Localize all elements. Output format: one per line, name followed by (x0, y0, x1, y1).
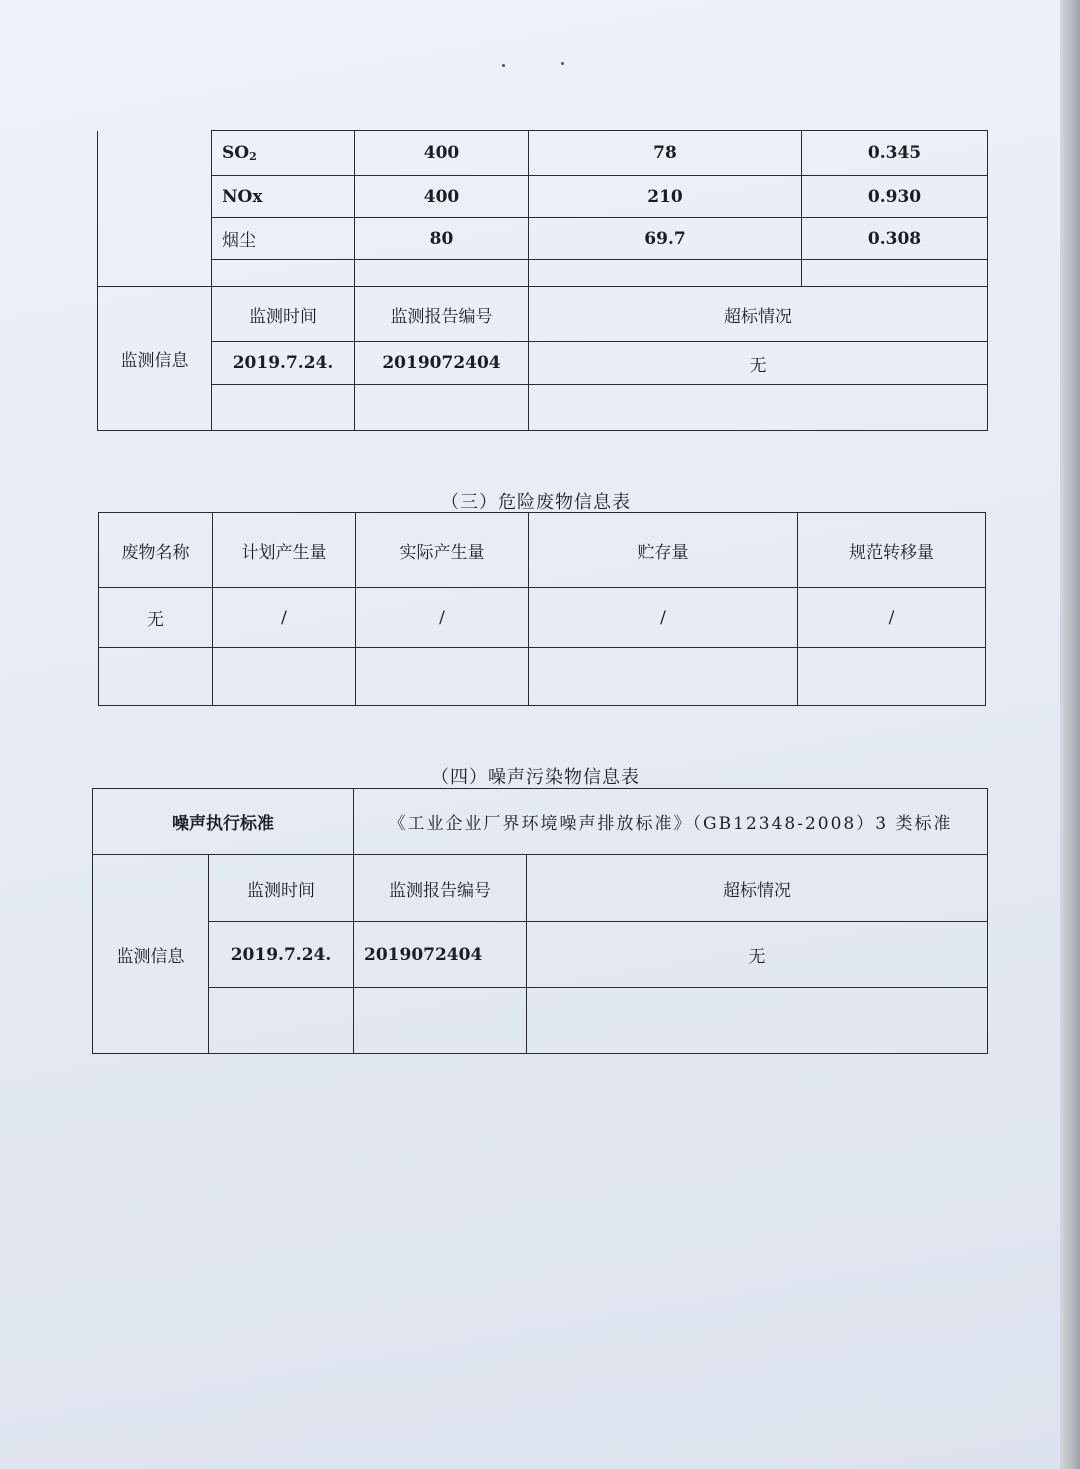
empty-cell (99, 648, 213, 706)
speck (502, 64, 505, 67)
noise-table (92, 788, 988, 1054)
pollutant-table (97, 130, 988, 431)
empty-cell (356, 648, 529, 706)
column-header: 计划产生量 (213, 513, 356, 588)
noise-standard-label: 噪声执行标准 (93, 789, 354, 855)
monitoring-time: 2019.7.24. (209, 922, 354, 988)
table-cell: / (213, 588, 356, 648)
empty-cell (355, 385, 529, 431)
empty-cell (529, 260, 802, 287)
empty-cell (798, 648, 986, 706)
table-row (98, 131, 988, 176)
empty-cell (212, 260, 355, 287)
table-row (98, 260, 988, 287)
pollutant-blank-cell (98, 131, 212, 287)
table-row (98, 287, 988, 342)
pollutant-measured: 69.7 (529, 218, 802, 260)
pollutant-limit: 80 (355, 218, 529, 260)
table-row (98, 218, 988, 260)
empty-cell (209, 988, 354, 1054)
table-row (98, 385, 988, 431)
hazardous-waste-table (98, 512, 986, 706)
column-header: 实际产生量 (356, 513, 529, 588)
monitoring-report-no: 2019072404 (354, 922, 527, 988)
monitoring-time-header: 监测时间 (209, 855, 354, 922)
monitoring-label: 监测信息 (98, 287, 212, 431)
table-cell: / (356, 588, 529, 648)
empty-cell (802, 260, 988, 287)
pollutant-amount: 0.930 (802, 176, 988, 218)
table-cell: / (798, 588, 986, 648)
empty-cell (354, 988, 527, 1054)
monitoring-report-header: 监测报告编号 (354, 855, 527, 922)
empty-cell (527, 988, 988, 1054)
hazardous-waste-title: （三）危险废物信息表 (441, 492, 631, 513)
monitoring-exceed: 无 (529, 342, 988, 385)
table-row (93, 789, 988, 855)
table-cell: / (529, 588, 798, 648)
pollutant-measured: 78 (529, 131, 802, 176)
monitoring-label: 监测信息 (93, 855, 209, 1054)
monitoring-report-header: 监测报告编号 (355, 287, 529, 342)
monitoring-report-no: 2019072404 (355, 342, 529, 385)
column-header: 贮存量 (529, 513, 798, 588)
empty-cell (529, 648, 798, 706)
monitoring-time: 2019.7.24. (212, 342, 355, 385)
table-row (99, 513, 986, 588)
noise-title: （四）噪声污染物信息表 (431, 767, 640, 788)
noise-standard-value: 《工业企业厂界环境噪声排放标准》（GB12348-2008）3 类标准 (354, 789, 988, 855)
paper-edge (1060, 0, 1080, 1469)
monitoring-exceed-header: 超标情况 (527, 855, 988, 922)
table-row (93, 855, 988, 922)
empty-cell (213, 648, 356, 706)
monitoring-exceed: 无 (527, 922, 988, 988)
speck (561, 62, 564, 65)
pollutant-amount: 0.308 (802, 218, 988, 260)
pollutant-name: NOx (212, 176, 355, 218)
pollutant-name: $SO_2$ (212, 131, 355, 176)
table-row (99, 648, 986, 706)
table-row (93, 988, 988, 1054)
empty-cell (355, 260, 529, 287)
monitoring-time-header: 监测时间 (212, 287, 355, 342)
pollutant-measured: 210 (529, 176, 802, 218)
empty-cell (212, 385, 355, 431)
pollutant-limit: 400 (355, 176, 529, 218)
table-row (98, 176, 988, 218)
pollutant-amount: 0.345 (802, 131, 988, 176)
column-header: 规范转移量 (798, 513, 986, 588)
pollutant-name: 烟尘 (212, 218, 355, 260)
pollutant-limit: 400 (355, 131, 529, 176)
empty-cell (529, 385, 988, 431)
table-row (99, 588, 986, 648)
table-cell: 无 (99, 588, 213, 648)
table-row (98, 342, 988, 385)
table-row (93, 922, 988, 988)
monitoring-exceed-header: 超标情况 (529, 287, 988, 342)
column-header: 废物名称 (99, 513, 213, 588)
